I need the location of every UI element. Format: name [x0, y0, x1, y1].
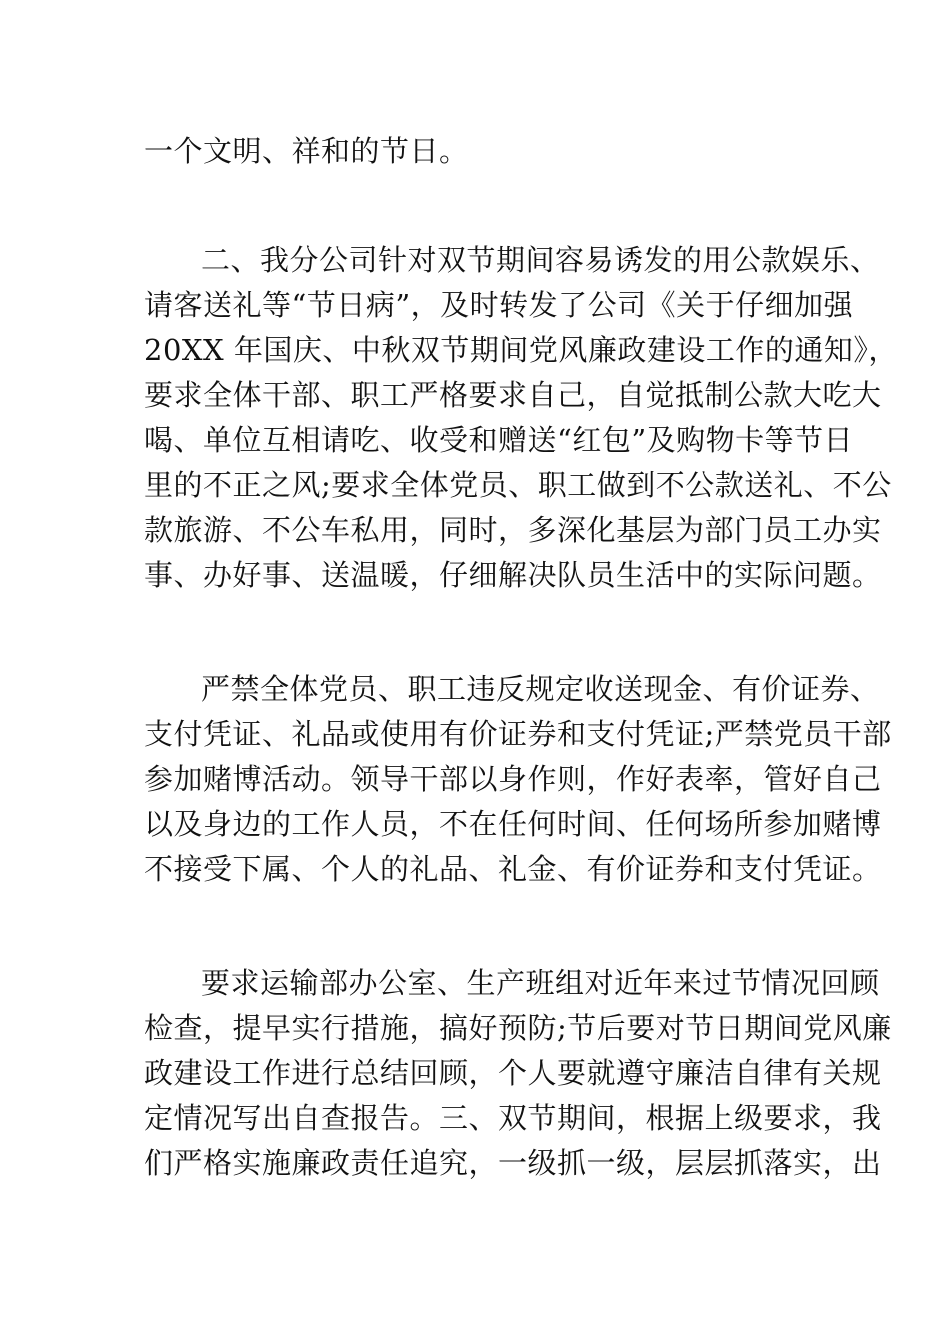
paragraph-line: 们严格实施廉政责任追究，一级抓一级，层层抓落实，出	[144, 1146, 882, 1180]
paragraph-line: 请客送礼等“节日病”，及时转发了公司《关于仔细加强	[144, 288, 854, 322]
paragraph-line: 不接受下属、个人的礼品、礼金、有价证券和支付凭证。	[144, 852, 882, 886]
paragraph-line: 一个文明、祥和的节日。	[144, 134, 469, 168]
paragraph-line: 20XX 年国庆、中秋双节期间党风廉政建设工作的通知》，	[144, 333, 898, 367]
paragraph-line: 严禁全体党员、职工违反规定收送现金、有价证券、	[201, 672, 880, 706]
paragraph-line: 里的不正之风;要求全体党员、职工做到不公款送礼、不公	[144, 468, 892, 502]
paragraph-line: 要求全体干部、职工严格要求自己，自觉抵制公款大吃大	[144, 378, 882, 412]
paragraph-line: 以及身边的工作人员，不在任何时间、任何场所参加赌博	[144, 807, 882, 841]
paragraph-line: 支付凭证、礼品或使用有价证券和支付凭证;严禁党员干部	[144, 717, 892, 751]
paragraph-line: 事、办好事、送温暖，仔细解决队员生活中的实际问题。	[144, 558, 882, 592]
paragraph-line: 政建设工作进行总结回顾，个人要就遵守廉洁自律有关规	[144, 1056, 882, 1090]
paragraph-line: 要求运输部办公室、生产班组对近年来过节情况回顾	[201, 966, 880, 1000]
paragraph-line: 二、我分公司针对双节期间容易诱发的用公款娱乐、	[201, 243, 880, 277]
paragraph-line: 款旅游、不公车私用，同时，多深化基层为部门员工办实	[144, 513, 882, 547]
paragraph-line: 检查，提早实行措施，搞好预防;节后要对节日期间党风廉	[144, 1011, 892, 1045]
paragraph-line: 参加赌博活动。领导干部以身作则，作好表率，管好自己	[144, 762, 882, 796]
paragraph-line: 定情况写出自查报告。三、双节期间，根据上级要求，我	[144, 1101, 882, 1135]
paragraph-line: 喝、单位互相请吃、收受和赠送“红包”及购物卡等节日	[144, 423, 854, 457]
